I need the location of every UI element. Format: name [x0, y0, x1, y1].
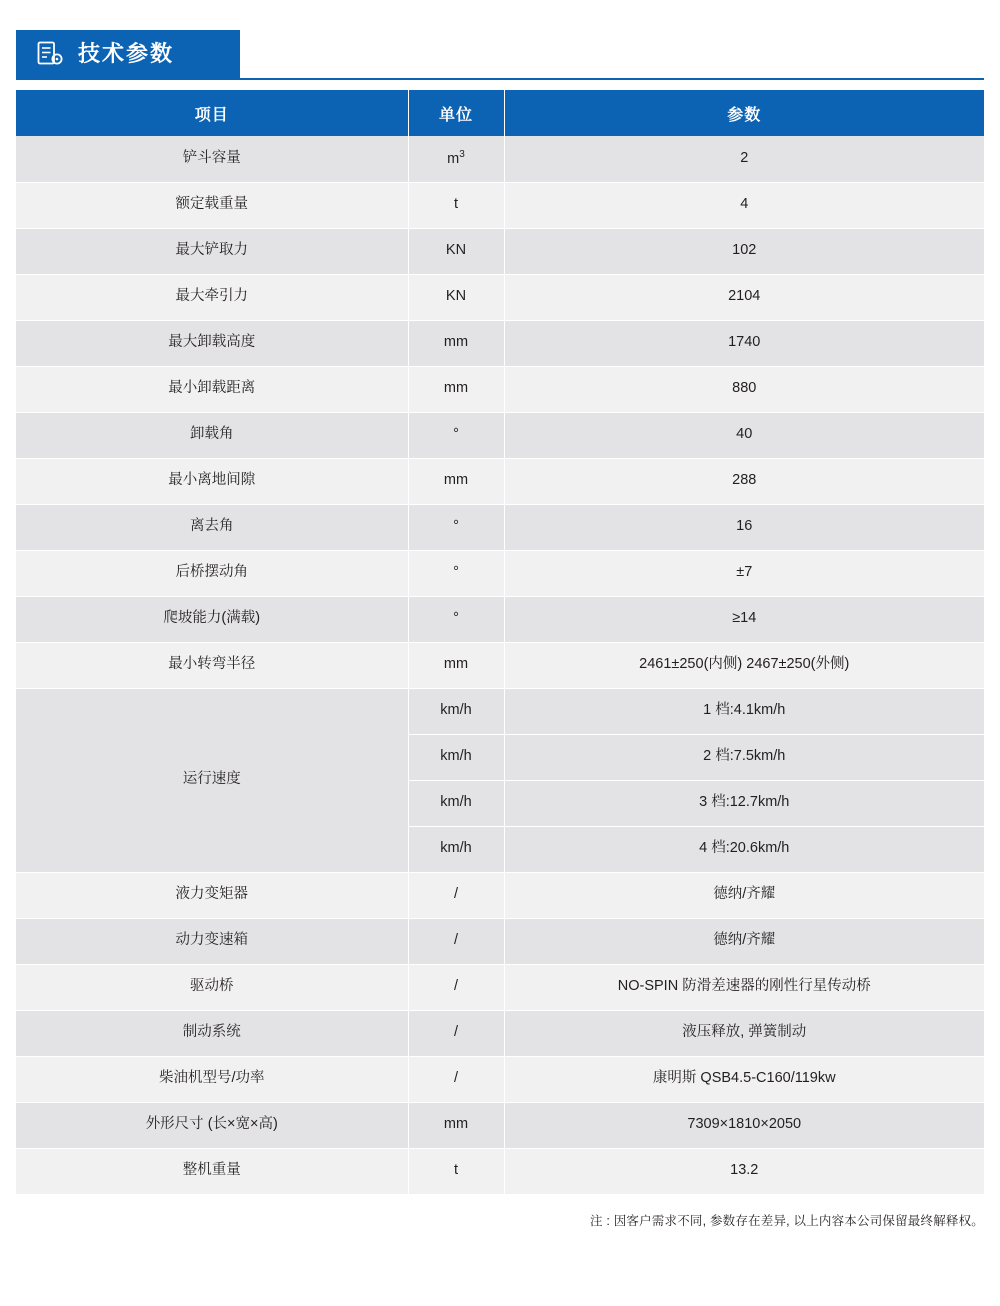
row-unit: °	[408, 596, 504, 642]
column-header-item: 项目	[16, 90, 408, 136]
row-label: 爬坡能力(满载)	[16, 596, 408, 642]
section-header	[16, 22, 984, 80]
row-value: 2 档:7.5km/h	[504, 734, 984, 780]
row-unit: /	[408, 964, 504, 1010]
page-title: 技术参数	[78, 41, 175, 66]
row-label-speed-group: 运行速度	[16, 688, 408, 872]
table-row	[16, 596, 984, 642]
row-value: ±7	[504, 550, 984, 596]
row-value: 7309×1810×2050	[504, 1102, 984, 1148]
table-row	[16, 458, 984, 504]
spec-document-icon	[36, 40, 64, 68]
table-row	[16, 1056, 984, 1102]
row-unit: mm	[408, 1102, 504, 1148]
row-value: NO-SPIN 防滑差速器的刚性行星传动桥	[504, 964, 984, 1010]
unit-exponent: 3	[459, 149, 465, 161]
row-unit: /	[408, 1056, 504, 1102]
row-label: 卸载角	[16, 412, 408, 458]
row-label: 最小转弯半径	[16, 642, 408, 688]
table-row	[16, 366, 984, 412]
row-unit: t	[408, 182, 504, 228]
row-label: 后桥摆动角	[16, 550, 408, 596]
table-row	[16, 642, 984, 688]
table-row	[16, 1148, 984, 1194]
row-unit: /	[408, 872, 504, 918]
technical-parameters-table	[16, 90, 984, 1195]
table-row	[16, 320, 984, 366]
row-value: 2104	[504, 274, 984, 320]
row-label: 整机重量	[16, 1148, 408, 1194]
row-label: 最大铲取力	[16, 228, 408, 274]
row-label: 最大卸载高度	[16, 320, 408, 366]
table-row	[16, 136, 984, 182]
row-unit: /	[408, 918, 504, 964]
row-value: 2	[504, 136, 984, 182]
row-label: 铲斗容量	[16, 136, 408, 182]
row-value: 4 档:20.6km/h	[504, 826, 984, 872]
row-label: 制动系统	[16, 1010, 408, 1056]
row-value: 288	[504, 458, 984, 504]
table-row	[16, 182, 984, 228]
row-unit: °	[408, 412, 504, 458]
row-label: 驱动桥	[16, 964, 408, 1010]
column-header-unit: 单位	[408, 90, 504, 136]
row-label: 最小离地间隙	[16, 458, 408, 504]
table-row	[16, 228, 984, 274]
row-unit: °	[408, 550, 504, 596]
row-unit: km/h	[408, 688, 504, 734]
row-unit: /	[408, 1010, 504, 1056]
row-value: 1740	[504, 320, 984, 366]
row-value: 40	[504, 412, 984, 458]
row-value: 102	[504, 228, 984, 274]
row-label: 离去角	[16, 504, 408, 550]
row-unit	[408, 136, 504, 182]
section-header-tab	[16, 30, 240, 78]
row-unit: KN	[408, 274, 504, 320]
row-value: 1 档:4.1km/h	[504, 688, 984, 734]
table-row	[16, 872, 984, 918]
row-label: 最大牵引力	[16, 274, 408, 320]
row-label: 柴油机型号/功率	[16, 1056, 408, 1102]
row-unit: km/h	[408, 826, 504, 872]
table-row	[16, 550, 984, 596]
unit-base: m	[447, 150, 460, 167]
table-row	[16, 1102, 984, 1148]
row-unit: KN	[408, 228, 504, 274]
table-row	[16, 274, 984, 320]
row-label: 最小卸载距离	[16, 366, 408, 412]
column-header-value: 参数	[504, 90, 984, 136]
row-value: 16	[504, 504, 984, 550]
row-label: 动力变速箱	[16, 918, 408, 964]
footnote: 注 : 因客户需求不同, 参数存在差异, 以上内容本公司保留最终解释权。	[589, 1213, 984, 1228]
row-label: 额定载重量	[16, 182, 408, 228]
row-unit: mm	[408, 366, 504, 412]
spec-page	[0, 22, 1000, 1306]
table-row	[16, 918, 984, 964]
row-value: 3 档:12.7km/h	[504, 780, 984, 826]
row-value: 德纳/齐耀	[504, 918, 984, 964]
row-label: 液力变矩器	[16, 872, 408, 918]
row-value: 液压释放, 弹簧制动	[504, 1010, 984, 1056]
table-row	[16, 504, 984, 550]
row-value: 880	[504, 366, 984, 412]
table-header-row	[16, 90, 984, 136]
row-unit: km/h	[408, 780, 504, 826]
table-row	[16, 1010, 984, 1056]
table-row	[16, 964, 984, 1010]
row-value: ≥14	[504, 596, 984, 642]
row-unit: mm	[408, 320, 504, 366]
row-value: 康明斯 QSB4.5-C160/119kw	[504, 1056, 984, 1102]
row-unit: mm	[408, 642, 504, 688]
row-unit: km/h	[408, 734, 504, 780]
row-value: 2461±250(内侧) 2467±250(外侧)	[504, 642, 984, 688]
row-unit: t	[408, 1148, 504, 1194]
table-row-speed	[16, 688, 984, 734]
row-label: 外形尺寸 (长×宽×高)	[16, 1102, 408, 1148]
row-unit: °	[408, 504, 504, 550]
row-value: 德纳/齐耀	[504, 872, 984, 918]
table-row	[16, 412, 984, 458]
row-unit: mm	[408, 458, 504, 504]
row-value: 4	[504, 182, 984, 228]
row-value: 13.2	[504, 1148, 984, 1194]
